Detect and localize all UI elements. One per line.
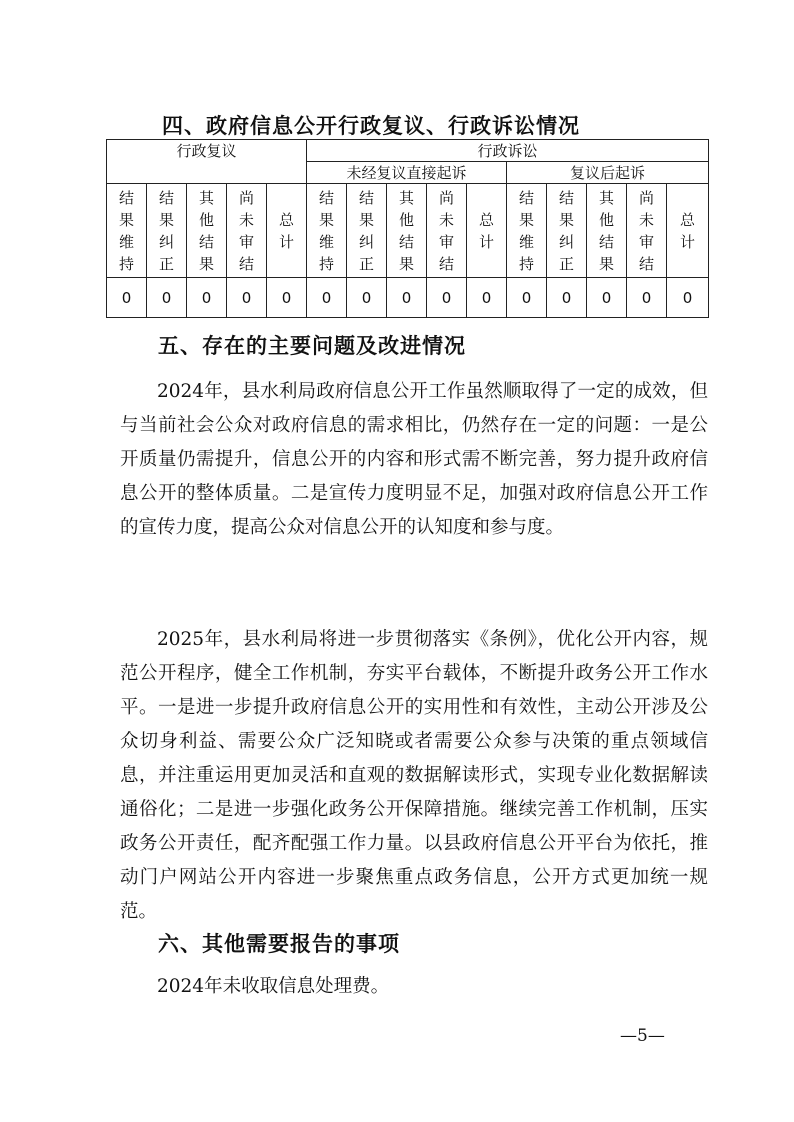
header-direct-litigation: 未经复议直接起诉 bbox=[307, 162, 507, 184]
col-header: 结果纠正 bbox=[347, 184, 387, 278]
header-admin-litigation: 行政诉讼 bbox=[307, 140, 709, 162]
col-header: 尚未审结 bbox=[227, 184, 267, 278]
section-5-paragraph-1: 2024年，县水利局政府信息公开工作虽然顺取得了一定的成效，但与当前社会公众对政府信息的需求相比，仍然存在一定的问题：一是公开质量仍需提升，信息公开的内容和形式需不断完善，努力提升政府信息公开的整体质量。二是宣传力度明显不足，加强对政府信息公开工作的宣传力度，提高公众对信息公开的认知度和参与度。 bbox=[120, 381, 708, 538]
table-cell: 0 bbox=[267, 278, 307, 318]
col-header: 总计 bbox=[667, 184, 709, 278]
col-header: 结果维持 bbox=[107, 184, 147, 278]
table-cell: 0 bbox=[507, 278, 547, 318]
col-header: 其他结果 bbox=[187, 184, 227, 278]
page-number: —5— bbox=[620, 1026, 665, 1046]
header-after-review-litigation: 复议后起诉 bbox=[507, 162, 709, 184]
col-header: 结果纠正 bbox=[547, 184, 587, 278]
col-header: 其他结果 bbox=[587, 184, 627, 278]
section-5-paragraph-2: 2025年，县水利局将进一步贯彻落实《条例》，优化公开内容，规范公开程序，健全工作机制，夯实平台载体，不断提升政务公开工作水平。一是进一步提升政府信息公开的实用性和有效性，主动公开涉及公众切身利益、需要公众广泛知晓或者需要公众参与决策的重点领域信息，并注重运用更加灵活和直观的数据解读形式，实现专业化数据解读通俗化；二是进一步强化政务公开保障措施。继续完善工作机制，压实政务公开责任，配齐配强工作力量。以县政府信息公开平台为依托，推动门户网站公开内容进一步聚焦重点政务信息，公开方式更加统一规范。 bbox=[120, 629, 708, 922]
col-header: 结果维持 bbox=[507, 184, 547, 278]
col-header: 结果纠正 bbox=[147, 184, 187, 278]
litigation-stats-table bbox=[106, 139, 709, 318]
header-admin-review: 行政复议 bbox=[107, 140, 307, 184]
table-cell: 0 bbox=[467, 278, 507, 318]
table-cell: 0 bbox=[307, 278, 347, 318]
section-6-paragraph-1: 2024年未收取信息处理费。 bbox=[157, 976, 390, 997]
table-cell: 0 bbox=[547, 278, 587, 318]
col-header: 尚未审结 bbox=[427, 184, 467, 278]
col-header: 总计 bbox=[267, 184, 307, 278]
table-cell: 0 bbox=[427, 278, 467, 318]
section-4-title: 四、政府信息公开行政复议、行政诉讼情况 bbox=[162, 114, 580, 138]
table-cell: 0 bbox=[347, 278, 387, 318]
section-6-title: 六、其他需要报告的事项 bbox=[158, 932, 400, 956]
col-header: 结果维持 bbox=[307, 184, 347, 278]
table-cell: 0 bbox=[107, 278, 147, 318]
table-cell: 0 bbox=[587, 278, 627, 318]
table-cell: 0 bbox=[187, 278, 227, 318]
table-cell: 0 bbox=[627, 278, 667, 318]
col-header: 总计 bbox=[467, 184, 507, 278]
table-cell: 0 bbox=[227, 278, 267, 318]
col-header: 其他结果 bbox=[387, 184, 427, 278]
table-cell: 0 bbox=[667, 278, 709, 318]
col-header: 尚未审结 bbox=[627, 184, 667, 278]
table-cell: 0 bbox=[387, 278, 427, 318]
section-5-title: 五、存在的主要问题及改进情况 bbox=[158, 334, 466, 358]
table-cell: 0 bbox=[147, 278, 187, 318]
